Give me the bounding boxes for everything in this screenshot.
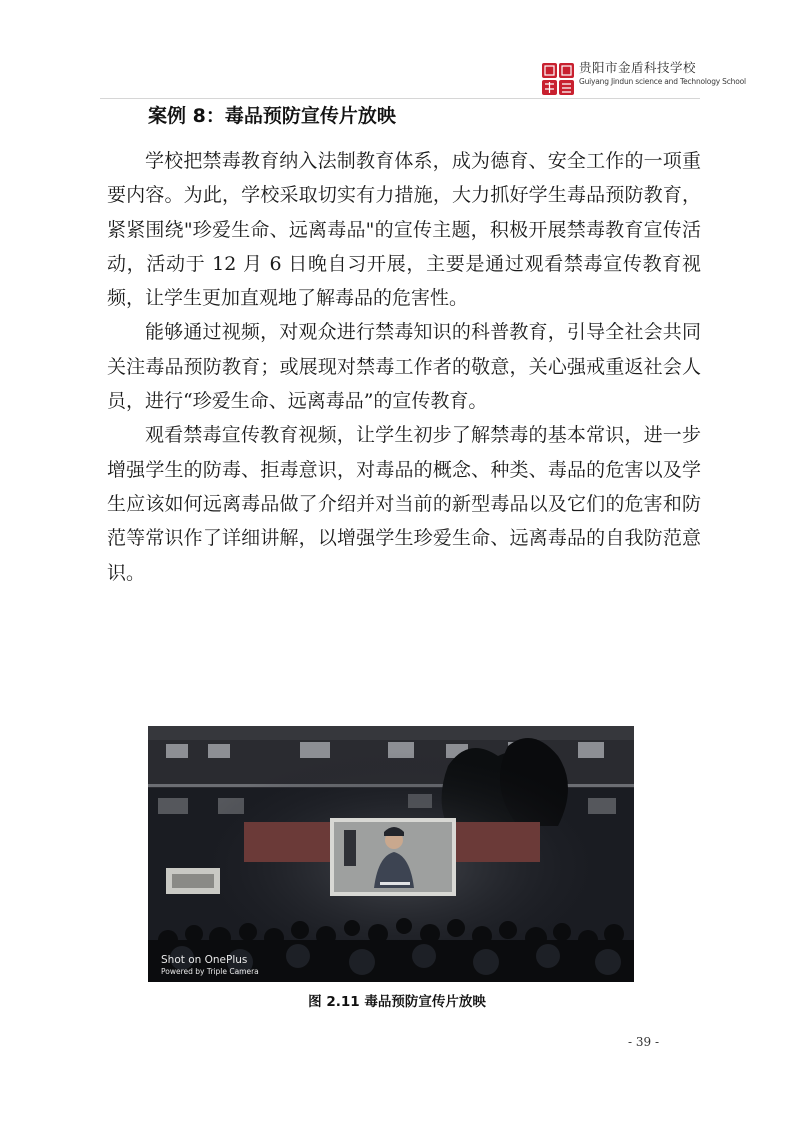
body-text	[107, 144, 701, 590]
camera-watermark	[161, 954, 259, 977]
event-photo	[148, 726, 634, 982]
page-number: - 39 -	[628, 1035, 660, 1049]
school-logo	[541, 62, 575, 96]
watermark-line-2: Powered by Triple Camera	[161, 967, 259, 976]
school-name-cn: 贵阳市金盾科技学校	[579, 60, 697, 75]
figure-caption: 图 2.11 毒品预防宣传片放映	[308, 994, 486, 1010]
watermark-line-1: Shot on OnePlus	[161, 954, 248, 966]
school-name-en: Guiyang Jindun science and Technology School	[579, 77, 746, 86]
paragraph-2: 能够通过视频，对观众进行禁毒知识的科普教育，引导全社会共同关注毒品预防教育；或展现对禁毒工作者的敬意，关心强戒重返社会人员，进行“珍爱生命、远离毒品”的宣传教育。	[107, 321, 701, 413]
paragraph-1: 学校把禁毒教育纳入法制教育体系，成为德育、安全工作的一项重要内容。为此，学校采取切实有力措施，大力抓好学生毒品预防教育，紧紧围绕"珍爱生命、远离毒品"的宣传主题，积极开展禁毒教育宣传活动，活动于 12 月 6 日晚自习开展，主要是通过观看禁毒宣传教育视频，让学生更加直观地了解毒品的危害性。	[107, 150, 701, 310]
header-divider	[100, 98, 700, 99]
case-title: 案例 8：毒品预防宣传片放映	[148, 105, 396, 127]
header-school-name	[579, 60, 746, 88]
paragraph-3: 观看禁毒宣传教育视频，让学生初步了解禁毒的基本常识，进一步增强学生的防毒、拒毒意识，对毒品的概念、种类、毒品的危害以及学生应该如何远离毒品做了介绍并对当前的新型毒品以及它们的危害和防范等常识作了详细讲解，以增强学生珍爱生命、远离毒品的自我防范意识。	[107, 424, 701, 584]
